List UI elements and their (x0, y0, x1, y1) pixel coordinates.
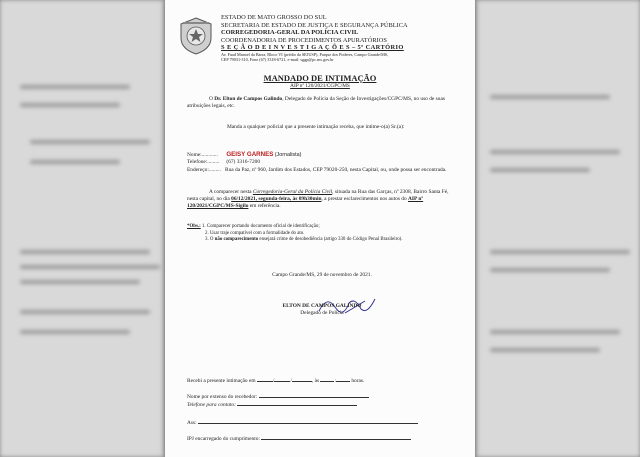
obs-item-2: 2. Usar traje compatível com a formalidade do ato. (205, 230, 305, 236)
signature-line: Ass: (187, 418, 457, 427)
document-subtitle: AIP nº 120/2021/CGPC/MS (290, 83, 350, 89)
letterhead (221, 14, 471, 63)
receipt-line: Recebi a presente intimação em / / , às : horas. (187, 378, 365, 384)
document-title: MANDADO DE INTIMAÇÃO (263, 73, 377, 83)
receiver-name-line: Nome por extenso do recebedor: (187, 392, 457, 401)
obs-item-3: 3. O não comparecimento ensejará crime de desobediência (artigo 330 do Código Penal Brasileiro). (205, 237, 403, 243)
obs-item-1: 1. Comparecer portando documento oficial de identificação; (200, 224, 320, 229)
coordination-name: COORDENADORIA DE PROCEDIMENTOS APURATÓRIOS (221, 36, 387, 44)
value-endereco: Rua da Paz, nº 960, Jardim dos Estados, CEP 79020-250, nesta Capital, ou, onde possa ser encontrada. (225, 167, 447, 173)
value-nome-role: (Jornalista) (274, 152, 302, 158)
contact-phone-line: Telefone para contato: (187, 400, 457, 409)
signatory-name: ELTON DE CAMPOS GALINDO (282, 303, 362, 309)
obs-label: *Obs.: (187, 224, 201, 229)
field-nome: Nome:............ GEISY GARNES (Jornalista) (187, 151, 302, 158)
paragraph-summons: A comparecer nesta Corregedoria-Geral da Polícia Civil, situada na Rua das Garças, nº 2308, Bairro Santa Fé, nesta capital, no dia 06/12/2021, segunda-feira, às 09h30min, a prestar esclarecimentos nos autos do AIP nº 120/2021/CGPC/MS-Sigilo em referência. (187, 189, 449, 209)
case-number: AIP nº 120/2021/CGPC/MS-Sigilo (187, 196, 424, 209)
background-document-left (0, 0, 165, 457)
field-telefone: Telefone:......... (67) 3316-7200 (187, 159, 261, 165)
paragraph-order: Manda a qualquer policial que a presente intimação receba, que intime-o(a) Sr.(a): (227, 124, 405, 130)
place-date: Campo Grande/MS, 29 de novembro de 2021. (272, 272, 372, 278)
signatory (187, 303, 457, 317)
delegate-name: Dr. Elton de Campos Galindo (214, 96, 283, 102)
appointment-date: 06/12/2021, segunda-feira, às 09h30min (231, 196, 322, 202)
document-page (165, 0, 475, 457)
background-document-right (475, 0, 640, 457)
department-name: CORREGEDORIA-GERAL DA POLÍCIA CIVIL (221, 29, 359, 37)
signatory-role: Delegado de Polícia (300, 310, 344, 316)
officer-line: IPJ encarregado do cumprimento: (187, 434, 457, 443)
police-badge-icon (177, 16, 215, 56)
address-line-1: Av. Fuad Manoel da Barra, Bloco VI (prédio da SEJUSP), Parque dos Poderes, Campo Grande/MS, (221, 51, 389, 57)
section-name: S E Ç Ã O D E I N V E S T I G A Ç Õ E S – 5º CARTÓRIO (221, 44, 404, 52)
value-nome: GEISY GARNES (226, 151, 274, 158)
address-line-2: CEP 79031-310, Fone (67) 3318-6721, e-mail: sggp@pc.ms.gov.br (221, 57, 334, 63)
field-endereco: Endereço:......... Rua da Paz, nº 960, Jardim dos Estados, CEP 79020-250, nesta Capital, ou, onde possa ser encontrada. (187, 167, 447, 173)
value-telefone: (67) 3316-7200 (226, 159, 261, 165)
state-name: ESTADO DE MATO GROSSO DO SUL (221, 14, 327, 21)
observations (187, 224, 457, 244)
secretariat-name: SECRETARIA DE ESTADO DE JUSTIÇA E SEGURANÇA PÚBLICA (221, 21, 408, 29)
paragraph-authority: O Dr. Elton de Campos Galindo, Delegado de Polícia da Seção de Investigações/CGPC/MS, no uso de suas atribuições legais, etc. (187, 96, 445, 109)
